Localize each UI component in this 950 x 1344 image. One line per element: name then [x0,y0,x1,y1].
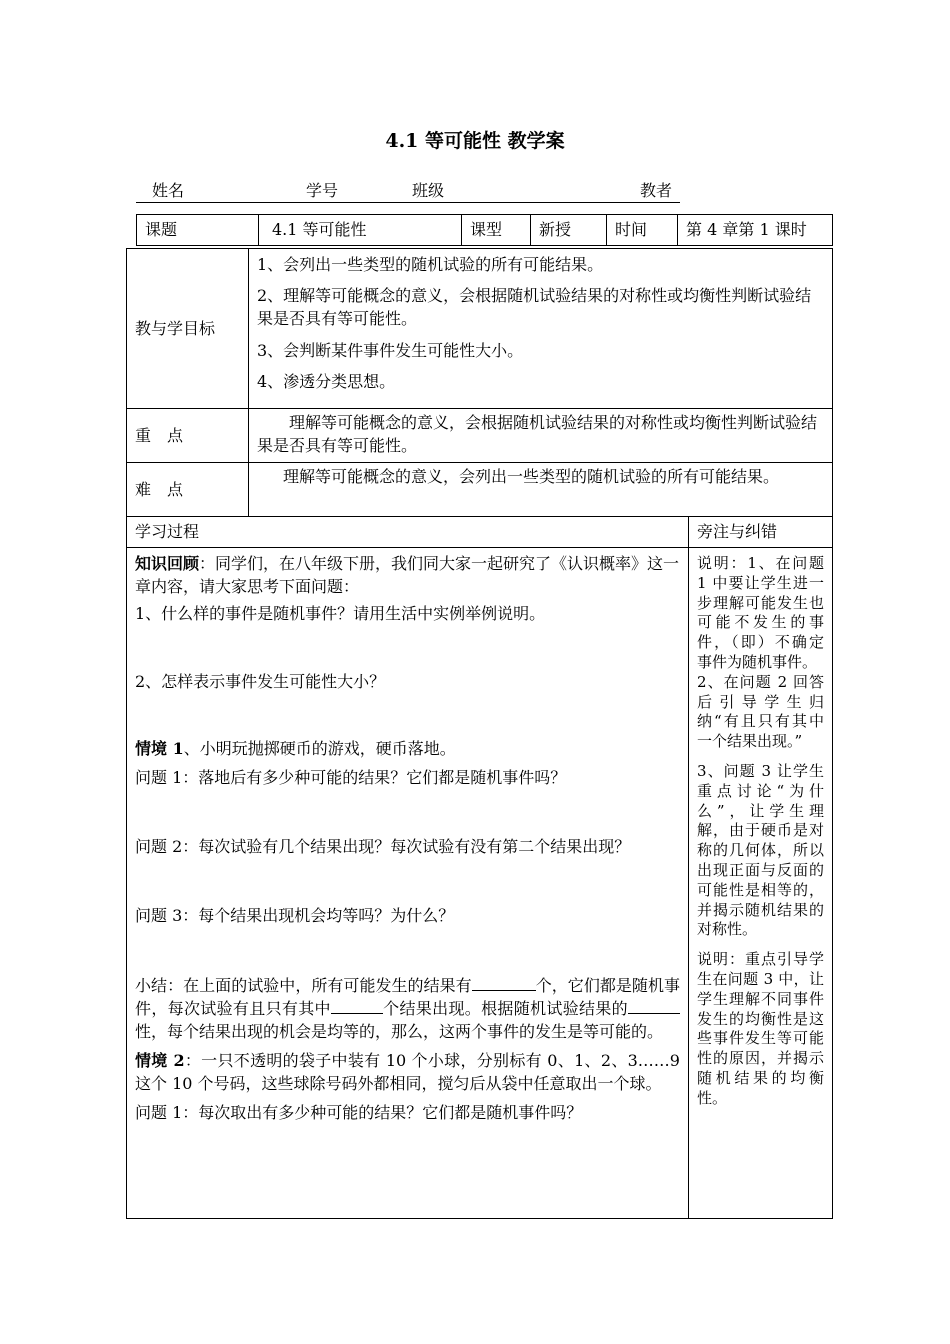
review-question-1: 1、什么样的事件是随机事件？请用生活中实例举例说明。 [135,604,546,624]
process-content-cell [126,547,689,1219]
topic-value-cell [258,214,462,246]
student-info-line [136,180,680,203]
scenario-2-heading: 情境 2 [135,1051,185,1071]
scenario-1-question-3: 问题 3：每个结果出现机会均等吗？为什么？ [135,906,455,926]
difficulty-label-cell [126,462,249,517]
time-label: 时间 [615,220,648,240]
goal-item: 2、理解等可能概念的意义，会根据随机试验结果的对称性或均衡性判断试验结果是否具有等可能性。 [257,286,812,329]
side-note-4: 说明：重点引导学生在问题 3 中，让学生理解不同事件发生的均衡性是这些事件发生等可能性的原因，并揭示随机结果的均衡性。 [697,950,824,1107]
side-label-cell [688,516,833,548]
summary-blank [628,997,680,1014]
summary-text: 性，每个结果出现的机会是均等的，那么，这两个事件的发生是等可能的。 [135,1021,664,1041]
side-notes-cell [688,547,833,1219]
goal-item: 4、渗透分类思想。 [257,371,396,391]
goal-item: 1、会列出一些类型的随机试验的所有可能结果。 [257,255,604,274]
name-label: 姓名 [152,181,185,200]
key-point-text: 理解等可能概念的意义，会根据随机试验结果的对称性或均衡性判断试验结果是否具有等可能性。 [257,413,818,456]
page-title: 4.1 等可能性 教学案 [385,130,565,152]
type-value: 新授 [539,220,572,240]
review-paragraph [135,552,680,598]
time-value: 第 4 章第 1 课时 [686,220,807,240]
goals-content-cell [248,248,833,409]
difficulty-label: 难 点 [135,479,184,499]
key-point-label-cell [126,408,249,463]
difficulty-content-cell [248,462,833,517]
scenario-1-heading: 情境 1 [135,738,184,758]
side-note-2: 2、在问题 2 回答后引导学生归纳“有且只有其中一个结果出现。” [697,672,824,751]
review-text: ：同学们，在八年级下册，我们同大家一起研究了《认识概率》这一章内容，请大家思考下面问题： [135,554,680,597]
goals-label: 教与学目标 [135,318,216,338]
summary-text: 小结：在上面的试验中，所有可能发生的结果有 [135,975,472,995]
type-label: 课型 [470,220,503,240]
time-label-cell [606,214,678,246]
summary-text: 个结果出现。根据随机试验结果的 [382,998,628,1018]
key-point-content-cell [248,408,833,463]
review-question-2: 2、怎样表示事件发生可能性大小？ [135,671,386,691]
difficulty-text: 理解等可能概念的意义，会列出一些类型的随机试验的所有可能结果。 [283,467,780,486]
goal-item: 3、会判断某件事件发生可能性大小。 [257,340,524,360]
scenario-2 [135,1049,680,1095]
scenario-1-question-1: 问题 1：落地后有多少种可能的结果？它们都是随机事件吗？ [135,767,567,787]
goals-label-cell [126,248,249,409]
teacher-label: 教者 [640,181,673,200]
scenario-1-text: 、小明玩抛掷硬币的游戏，硬币落地。 [183,738,456,758]
side-note-1: 说明：1、在问题 1 中要让学生进一步理解可能发生也可能不发生的事件，（即）不确定事件为随机事件。 [697,554,824,671]
topic-label-cell [136,214,259,246]
scenario-2-question-1: 问题 1：每次取出有多少种可能的结果？它们都是随机事件吗？ [135,1103,583,1123]
summary-blank [472,974,536,991]
student-no-label: 学号 [306,181,339,200]
topic-value: 4.1 等可能性 [272,220,367,240]
scenario-1 [135,737,680,760]
summary-paragraph [135,974,680,1044]
scenario-1-question-2: 问题 2：每次试验有几个结果出现？每次试验有没有第二个结果出现？ [135,837,631,857]
process-label: 学习过程 [135,522,200,542]
summary-text: 个，它们都是随机事件，每次试验有且只有其中 [135,975,680,1018]
process-label-cell [126,516,689,548]
side-label: 旁注与纠错 [697,522,778,542]
time-value-cell [677,214,833,246]
type-label-cell [461,214,531,246]
review-heading: 知识回顾 [135,554,200,573]
key-point-label: 重 点 [135,425,184,445]
scenario-2-text: ：一只不透明的袋子中装有 10 个小球，分别标有 0、1、2、3……9 这个 10 个号码，这些球除号码外都相同，搅匀后从袋中任意取出一个球。 [135,1051,680,1094]
class-label: 班级 [412,181,445,200]
summary-blank [331,997,383,1014]
side-note-3: 3、问题 3 让学生重点讨论“为什么”，让学生理解，由于硬币是对称的几何体，所以出现正面与反面的可能性是相等的，并揭示随机结果的对称性。 [697,761,824,939]
type-value-cell [530,214,607,246]
topic-label: 课题 [145,220,178,240]
